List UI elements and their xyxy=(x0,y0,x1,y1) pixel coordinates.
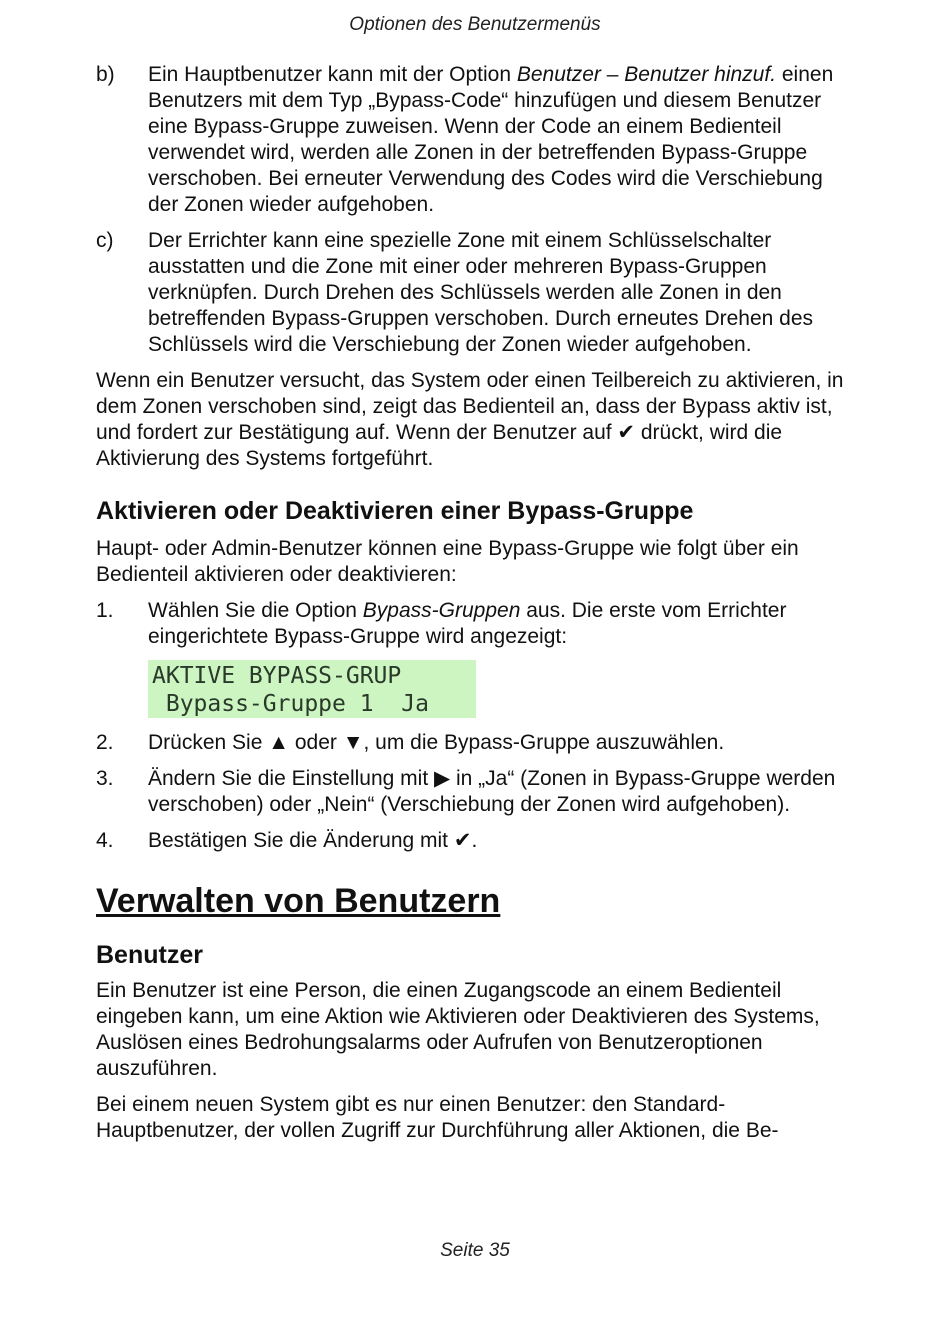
step-text: Bestätigen Sie die Änderung mit ✔. xyxy=(148,829,478,852)
step-marker: 3. xyxy=(96,767,114,790)
step-1 xyxy=(96,598,856,650)
step-2 xyxy=(96,730,856,756)
list-marker: b) xyxy=(96,63,115,86)
text-span: einen Benutzers mit dem Typ „Bypass-Code“ hinzufügen und diesem Benutzer eine Bypass-Gruppe zuweisen. Wenn der Code an einem Bedienteil verwendet wird, werden alle Zonen in der betreffenden Bypass-Gruppe verschoben. Bei erneuter Verwendung des Codes wird die Verschiebung der Zonen wieder aufgehoben. xyxy=(148,63,834,216)
section-heading: Benutzer xyxy=(96,941,203,969)
text-span: aus. Die erste vom Errichter eingerichtete Bypass-Gruppe wird angezeigt: xyxy=(148,599,787,648)
page-number: Seite 35 xyxy=(440,1240,510,1261)
chapter-heading: Verwalten von Benutzern xyxy=(96,882,501,920)
step-marker: 1. xyxy=(96,599,114,622)
list-text: Der Errichter kann eine spezielle Zone mit einem Schlüsselschalter ausstatten und die Zone mit einer oder mehreren Bypass-Gruppen verknüpfen. Durch Drehen des Schlüssels werden alle Zonen in den betreffenden Bypass-Gruppen verschoben. Durch erneutes Drehen des Schlüssels wird die Verschiebung der Zonen wieder aufgehoben. xyxy=(148,229,814,356)
step-3 xyxy=(96,766,856,818)
section-heading: Aktivieren oder Deaktivieren einer Bypass-Gruppe xyxy=(96,497,694,525)
list-marker: c) xyxy=(96,229,114,252)
paragraph: Haupt- oder Admin-Benutzer können eine Bypass-Gruppe wie folgt über ein Bedienteil aktivieren oder deaktivieren: xyxy=(96,537,799,586)
step-4 xyxy=(96,828,856,854)
step-text: Ändern Sie die Einstellung mit ▶ in „Ja“ (Zonen in Bypass-Gruppe werden verschoben) oder „Nein“ (Verschiebung der Zonen wird aufgehoben). xyxy=(148,767,836,816)
list-item-b xyxy=(96,62,856,218)
lcd-display xyxy=(148,660,476,718)
paragraph: Wenn ein Benutzer versucht, das System oder einen Teilbereich zu aktivieren, in dem Zonen verschoben sind, zeigt das Bedienteil an, dass der Bypass aktiv ist, und fordert zur Bestätigung auf. Wenn der Benutzer auf ✔ drückt, wird die Aktivierung des Systems fortgeführt. xyxy=(96,369,844,470)
list-item-c xyxy=(96,228,856,358)
step-marker: 4. xyxy=(96,829,114,852)
lcd-line-1: AKTIVE BYPASS-GRUP xyxy=(152,663,402,689)
lcd-line-2: Bypass-Gruppe 1 Ja xyxy=(152,691,429,717)
list-text xyxy=(148,62,856,218)
text-span: Ein Hauptbenutzer kann mit der Option xyxy=(148,63,517,86)
paragraph: Ein Benutzer ist eine Person, die einen Zugangscode an einem Bedienteil eingeben kann, um eine Aktion wie Aktivieren oder Deaktivieren des Systems, Auslösen eines Bedrohungsalarms oder Aufrufen von Benutzeroptionen auszuführen. xyxy=(96,979,820,1080)
step-text: Drücken Sie ▲ oder ▼, um die Bypass-Gruppe auszuwählen. xyxy=(148,731,725,754)
step-marker: 2. xyxy=(96,731,114,754)
paragraph: Bei einem neuen System gibt es nur einen Benutzer: den Standard-Hauptbenutzer, der vollen Zugriff zur Durchführung aller Aktionen, die Be- xyxy=(96,1093,779,1142)
text-span: Wählen Sie die Option xyxy=(148,599,363,622)
menu-option: Bypass-Gruppen xyxy=(362,599,521,622)
page-header: Optionen des Benutzermenüs xyxy=(349,14,601,35)
document-body xyxy=(96,62,856,1154)
step-text xyxy=(148,598,856,650)
menu-path: Benutzer – Benutzer hinzuf. xyxy=(516,63,777,86)
